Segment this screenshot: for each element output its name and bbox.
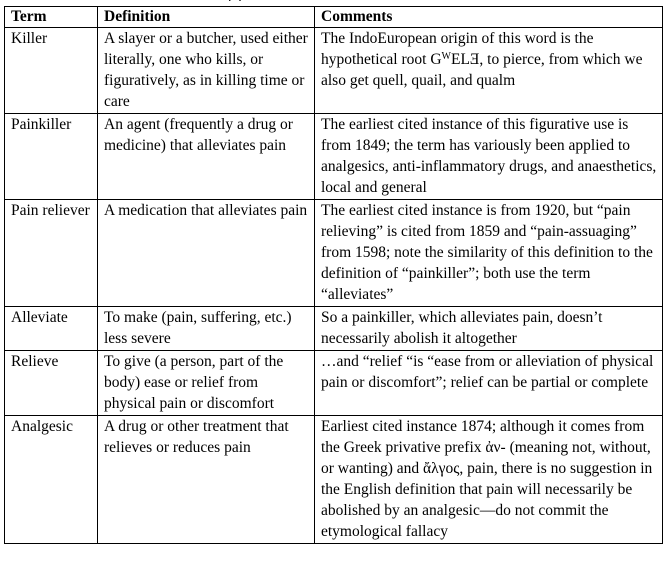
definition-cell: A medication that alleviates pain — [98, 200, 315, 307]
term-cell: Killer — [5, 28, 98, 114]
definition-cell: An agent (frequently a drug or medicine) that alleviates pain — [98, 114, 315, 200]
table-row — [5, 28, 663, 114]
caption-fragment — [228, 0, 242, 1]
glossary-table — [4, 6, 663, 544]
comments-text: ELƎ, to pierce, from which we also get quell, quail, and qualm — [321, 51, 643, 89]
definition-cell: To give (a person, part of the body) ease or relief from physical pain or discomfort — [98, 351, 315, 416]
comments-cell: So a painkiller, which alleviates pain, doesn’t necessarily abolish it altogether — [315, 307, 663, 351]
header-term: Term — [5, 7, 98, 28]
header-comments: Comments — [315, 7, 663, 28]
term-cell: Painkiller — [5, 114, 98, 200]
term-cell: Analgesic — [5, 416, 98, 544]
table-row — [5, 307, 663, 351]
comments-cell: The earliest cited instance of this figurative use is from 1849; the term has variously been applied to analgesics, anti-inflammatory drugs, and anaesthetics, local and general — [315, 114, 663, 200]
header-definition: Definition — [98, 7, 315, 28]
definition-cell: To make (pain, suffering, etc.) less severe — [98, 307, 315, 351]
term-cell: Pain reliever — [5, 200, 98, 307]
table-row — [5, 351, 663, 416]
term-cell: Relieve — [5, 351, 98, 416]
table-row — [5, 114, 663, 200]
superscript-w: W — [441, 51, 451, 62]
clipped-caption — [0, 0, 668, 1]
comments-cell: Earliest cited instance 1874; although it comes from the Greek privative prefix ἀν- (meaning not, without, or wanting) and ἄλγος, pain, there is no suggestion in the English definition that pain will necessarily be abolished by an analgesic—do not commit the etymological fallacy — [315, 416, 663, 544]
comments-text: The IndoEuropean origin of this word is the hypothetical root G — [321, 30, 594, 68]
definition-cell: A slayer or a butcher, used either literally, one who kills, or figuratively, as in killing time or care — [98, 28, 315, 114]
term-cell: Alleviate — [5, 307, 98, 351]
table-row — [5, 416, 663, 544]
header-row — [5, 7, 663, 28]
comments-cell: …and “relief “is “ease from or alleviation of physical pain or discomfort”; relief can be partial or complete — [315, 351, 663, 416]
definition-cell: A drug or other treatment that relieves or reduces pain — [98, 416, 315, 544]
table-row — [5, 200, 663, 307]
comments-cell — [315, 28, 663, 114]
comments-cell: The earliest cited instance is from 1920, but “pain relieving” is cited from 1859 and “pain-assuaging” from 1598; note the similarity of this definition to the definition of “painkiller”; both use the term “alleviates” — [315, 200, 663, 307]
